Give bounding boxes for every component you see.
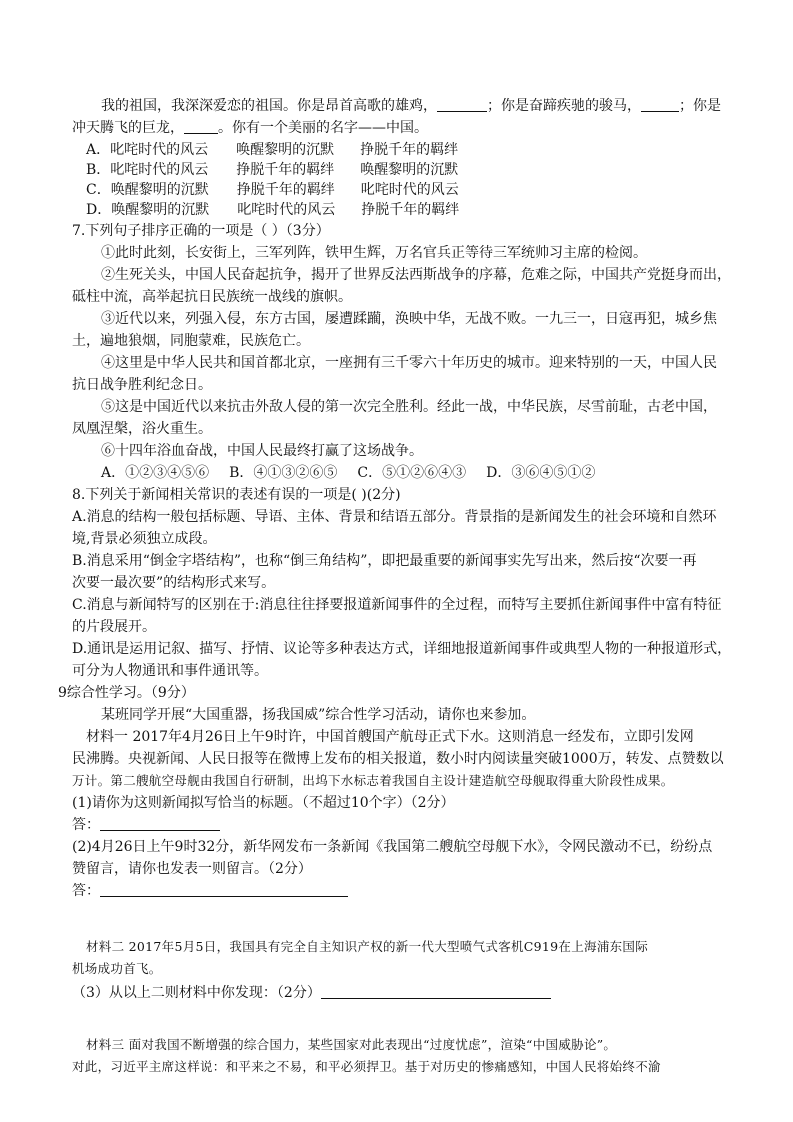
q6-option-a-3: 挣脱千年的羁绊 [360, 142, 459, 158]
q9-material3-line2: 对此，习近平主席这样说：和平来之不易，和平必须捍卫。基于对历史的惨痛感知，中国人民将始终不渝 [72, 1059, 661, 1074]
q7-line-10: ⑥十四年浴血奋战，中国人民最终打赢了这场战争。 [101, 443, 423, 459]
q8-line-7: D.通讯是运用记叙、描写、抒情、议论等多种表达方式，详细地报道新闻事件或典型人物的一种报道形式， [72, 641, 732, 657]
answer-line-3[interactable] [321, 984, 551, 999]
answer-line-1[interactable] [100, 816, 220, 831]
q6-blank-1[interactable] [437, 97, 487, 112]
q9-material3-line1: 材料三 面对我国不断增强的综合国力，某些国家对此表现出“过度忧虑”，渲染“中国威胁论”。 [86, 1037, 617, 1052]
q9-material1-line2: 民沸腾。央视新闻、人民日报等在微博上发布的相关报道，数小时内阅读量突破1000万，转发、点赞数以 [72, 751, 724, 767]
q7-option-a: A．①②③④⑤⑥ [101, 465, 210, 481]
q6-option-b-1: B．叱咤时代的风云 [86, 162, 209, 178]
q9-sub3 [72, 983, 551, 1003]
q9-material2-line1: 材料二 2017年5月5日，我国具有完全自主知识产权的新一代大型喷气式客机C919在上海浦东国际 [86, 939, 649, 954]
q7-line-4: ③近代以来，列强入侵，东方古国，屡遭蹂躏，涣映中华，无战不败。一九三一，日寇再犯，城乡焦 [101, 311, 717, 327]
q7-options [101, 463, 595, 483]
q6-blank-3[interactable] [184, 119, 218, 134]
q6-option-a [86, 140, 458, 160]
q7-line-9: 凤凰涅槃，浴火重生。 [72, 421, 212, 437]
q6-option-a-2: 唤醒黎明的沉默 [236, 142, 335, 158]
q6-stem-text2: ；你是奋蹄疾驰的骏马， [487, 98, 641, 114]
q7-line-2: ②生死关头，中国人民奋起抗争，揭开了世界反法西斯战争的序幕，危难之际，中国共产党挺身而出， [101, 267, 731, 283]
q8-line-1: A.消息的结构一般包括标题、导语、主体、背景和结语五部分。背景指的是新闻发生的社会环境和自然环 [72, 509, 717, 525]
q6-blank-2[interactable] [641, 97, 679, 112]
q9-sub2-line2: 赞留言，请你也发表一则留言。（2分） [72, 861, 312, 877]
q7-line-5: 土，遍地狼烟，同胞蒙难，民族危亡。 [72, 333, 310, 349]
q9-sub3-text: （3）从以上二则材料中你发现：（2分） [72, 985, 321, 1001]
q8-line-2: 境,背景必须独立成段。 [72, 531, 217, 547]
q6-option-c-2: 挣脱千年的羁绊 [236, 182, 335, 198]
q7-line-6: ④这里是中华人民共和国首都北京，一座拥有三千零六十年历史的城市。迎来特别的一天，中国人民 [101, 355, 717, 371]
q8-line-6: 的片段展开。 [72, 619, 156, 635]
answer-line-2[interactable] [100, 882, 348, 897]
q9-material1-line1: 材料一 2017年4月26日上午9时许，中国首艘国产航母正式下水。这则消息一经发布，立即引发网 [86, 729, 694, 745]
q7-line-7: 抗日战争胜利纪念日。 [72, 377, 212, 393]
q6-option-d [86, 200, 459, 220]
q7-option-b: B．④①③②⑥⑤ [229, 465, 338, 481]
q9-material1-line3: 万计。第二艘航空母舰由我国自行研制，出坞下水标志着我国自主设计建造航空母舰取得重大阶段性成果。 [72, 773, 674, 788]
q9-sub2-line1: (2)4月26日上午9时32分，新华网发布一条新闻《我国第二艘航空母舰下水》，令网民激动不已，纷纷点 [72, 839, 713, 855]
q7-stem: 7.下列句子排序正确的一项是（ ）（3分） [72, 223, 330, 239]
answer-label-2: 答： [72, 883, 100, 899]
q8-line-8: 可分为人物通讯和事件通讯等。 [72, 663, 268, 679]
q6-option-d-3: 挣脱千年的羁绊 [361, 202, 460, 218]
q9-answer-2 [72, 881, 348, 901]
q6-option-b-3: 唤醒黎明的沉默 [360, 162, 459, 178]
q6-stem-line1 [101, 96, 721, 116]
q8-line-3: B.消息采用“倒金字塔结构”，也称“倒三角结构”，即把最重要的新闻事实先写出来，然后按“次要一再 [72, 553, 697, 569]
q6-stem-line2 [72, 118, 428, 138]
q6-option-c-1: C．唤醒黎明的沉默 [86, 182, 209, 198]
q7-option-d: D．③⑥④⑤①② [486, 465, 596, 481]
q6-stem-text1: 我的祖国，我深深爱恋的祖国。你是昂首高歌的雄鸡， [101, 98, 437, 114]
q9-answer-1 [72, 815, 220, 835]
q6-option-b [86, 160, 458, 180]
q6-option-d-1: D．唤醒黎明的沉默 [86, 202, 210, 218]
q6-option-c-3: 叱咤时代的风云 [360, 182, 459, 198]
q6-option-b-2: 挣脱千年的羁绊 [236, 162, 335, 178]
q6-stem-text5: 。你有一个美丽的名字——中国。 [218, 120, 428, 136]
q9-intro: 某班同学开展“大国重器，扬我国威”综合性学习活动，请你也来参加。 [101, 707, 536, 723]
q9-sub1: (1)请你为这则新闻拟写恰当的标题。（不超过10个字）（2分） [72, 795, 455, 811]
q7-line-8: ⑤这是中国近代以来抗击外敌人侵的第一次完全胜利。经此一战，中华民族，尽雪前耻，古老中国， [101, 399, 717, 415]
q8-line-4: 次要一最次要”的结构形式来写。 [72, 575, 276, 591]
q6-stem-text3: ；你是 [679, 98, 721, 114]
q9-stem: 9综合性学习。（9分） [58, 685, 195, 701]
q8-stem: 8.下列关于新闻相关常识的表述有误的一项是( )(2分) [72, 487, 401, 503]
q6-option-a-1: A．叱咤时代的风云 [86, 142, 209, 158]
q6-stem-text4: 冲天腾飞的巨龙， [72, 120, 184, 136]
q8-line-5: C.消息与新闻特写的区别在于:消息往往择要报道新闻事件的全过程，而特写主要抓住新闻事件中富有特征 [72, 597, 722, 613]
answer-label-1: 答： [72, 817, 100, 833]
q9-material2-line2: 机场成功首飞。 [72, 961, 162, 976]
q7-line-1: ①此时此刻，长安街上，三军列阵，铁甲生辉，万名官兵正等待三军统帅习主席的检阅。 [101, 245, 647, 261]
q7-line-3: 砥柱中流，高举起抗日民族统一战线的旗帜。 [72, 289, 352, 305]
q6-option-d-2: 叱咤时代的风云 [237, 202, 336, 218]
q6-option-c [86, 180, 459, 200]
q7-option-c: C．⑤①②⑥④③ [357, 465, 467, 481]
